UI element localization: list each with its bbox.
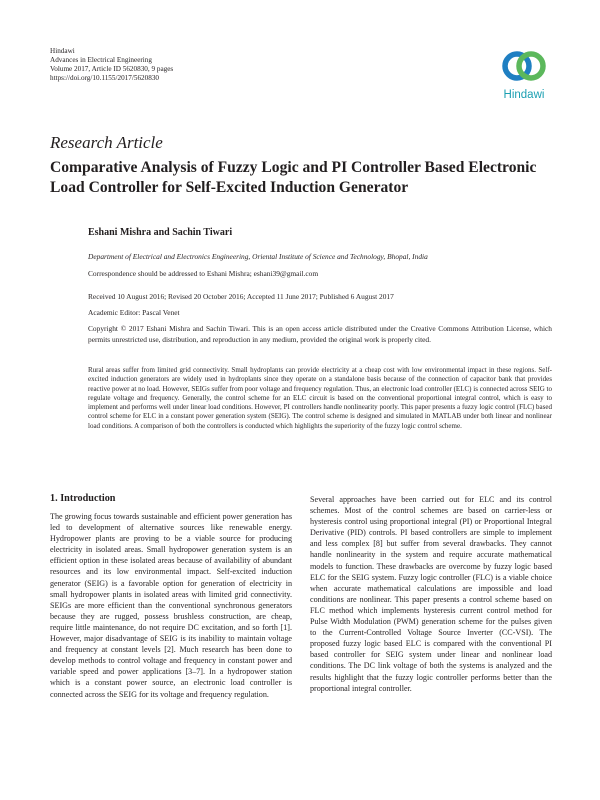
publisher-name: Hindawi	[50, 47, 75, 55]
author-list: Eshani Mishra and Sachin Tiwari	[88, 227, 233, 238]
journal-name: Advances in Electrical Engineering	[50, 56, 152, 64]
copyright-notice: Copyright © 2017 Eshani Mishra and Sachin Tiwari. This is an open access article distributed under the Creative Commons Attribution License, which permits unrestricted use, distribution, and reproduction in any medium, provided the original work is properly cited.	[88, 324, 552, 344]
intro-left-column: The growing focus towards sustainable and efficient power generation has led to development of alternative sources like renewable energy. Hydropower plants are proving to be a viable source for producing electricity in isolated areas. Small hydropower generation system is an efficient option in these isolated areas because of availability of abundant resources and its low environmental impact. Self-excited induction generator (SEIG) is a favorable option for generation of electricity in small hydropower plants in isolated areas with limited grid connectivity. SEIGs are more efficient than the conventional synchronous generators because they are rugged, possess brushless construction, are cheap, require little maintenance, do not require DC excitation, and so forth [1]. However, major disadvantage of SEIG is its inability to maintain voltage and frequency at constant levels [2]. Much research has been done to develop methods to control voltage and frequency in constant power and variable speed and power applications [3–7]. In a hydropower station which is a constant power source, an electronic load controller is connected across the SEIG for its voltage and frequency regulation.	[50, 512, 292, 699]
hindawi-logo	[494, 46, 554, 104]
volume-info: Volume 2017, Article ID 5620830, 9 pages	[50, 65, 174, 73]
article-title: Comparative Analysis of Fuzzy Logic and PI Controller Based Electronic Load Controller for Self-Excited Induction Generator	[50, 159, 537, 196]
journal-meta	[50, 47, 173, 83]
publication-dates: Received 10 August 2016; Revised 20 October 2016; Accepted 11 June 2017; Published 6 August 2017	[88, 292, 394, 301]
hindawi-logo-icon	[494, 46, 554, 88]
section-heading-introduction: 1. Introduction	[50, 493, 116, 504]
correspondence-note: Correspondence should be addressed to Eshani Mishra; eshani39@gmail.com	[88, 269, 319, 278]
academic-editor: Academic Editor: Pascal Venet	[88, 308, 180, 317]
doi-link[interactable]: https://doi.org/10.1155/2017/5620830	[50, 74, 160, 82]
hindawi-logo-text: Hindawi	[503, 89, 545, 101]
article-type: Research Article	[50, 133, 163, 152]
intro-right-column: Several approaches have been carried out for ELC and its control schemes. Most of the control schemes are based on carrier-less or hysteresis control using proportional integral (PI) or Proportional Integral Derivative (PID) controls. PI based controllers are simple to implement and less complex [8] but suffer from several drawbacks. They cannot handle nonlinearity in the system and require accurate mathematical models to function. These drawbacks are overcome by fuzzy logic based ELC for the SEIG system. Fuzzy logic controller (FLC) is a viable choice when accurate mathematical calculations are impossible and load conditions are nonlinear. This paper presents a control scheme based on FLC method which implements hysteresis current control method for Pulse Width Modulation (PWM) generation scheme for the pulses given to the Current-Controlled Voltage Source Inverter (CC-VSI). The proposed fuzzy logic based ELC is compared with the conventional PI based controller for SEIG system under linear and nonlinear load conditions. The DC link voltage of both the systems is analyzed and the results highlight that the fuzzy logic controller performs better than the proportional integral controller.	[310, 495, 552, 693]
abstract: Rural areas suffer from limited grid connectivity. Small hydroplants can provide electricity at a cheap cost with low environmental impact in these regions. Self-excited induction generators are widely used in hydroplants since they operate on a standalone basis because of the connection of capacitor bank that provides reactive power at no load. However, SEIGs suffer from poor voltage and frequency regulation. Thus, an electronic load controller (ELC) is connected across SEIG to regulate voltage and frequency. Generally, the control scheme for an ELC circuit is based on the conventional proportional integral control, which is easy to implement and performs well under linear load conditions. However, PI controllers handle nonlinearity poorly. This paper presents a fuzzy logic control (FLC) based control scheme for ELC in a constant power generation system (SEIG). The control scheme is designed and simulated in MATLAB under both linear and nonlinear load conditions. A comparison of both the controllers is conducted which highlights the superiority of the fuzzy logic control scheme.	[88, 366, 552, 430]
author-affiliation: Department of Electrical and Electronics Engineering, Oriental Institute of Science and Technology, Bhopal, India	[88, 252, 428, 261]
